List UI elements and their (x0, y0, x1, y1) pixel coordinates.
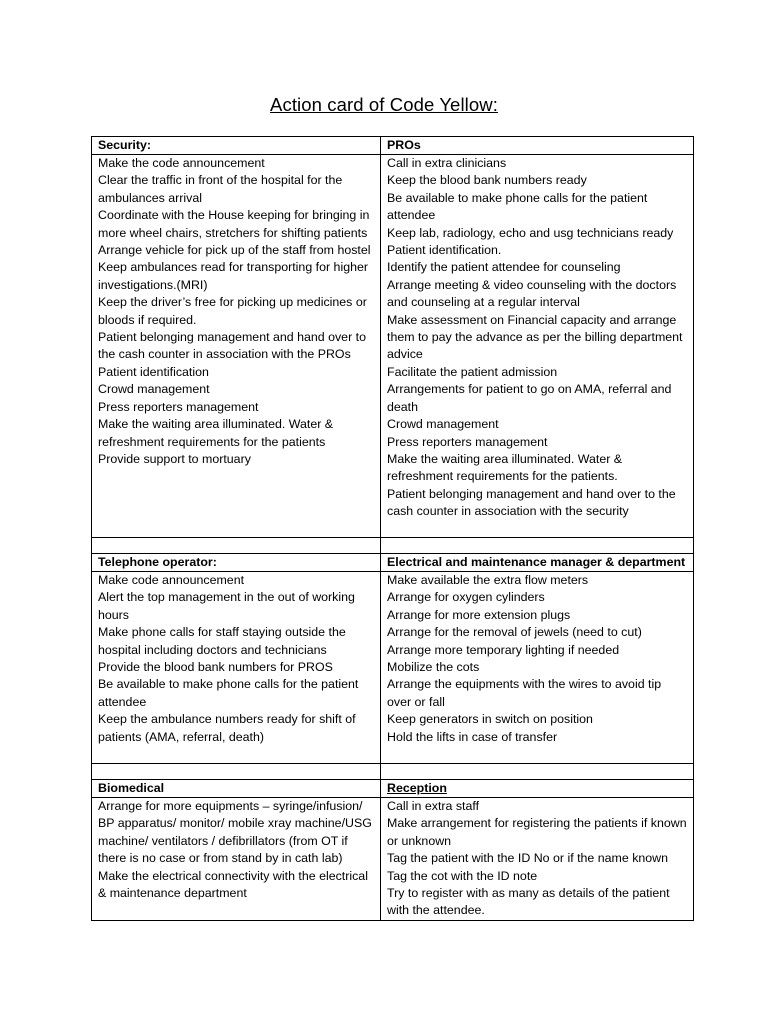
security-header: Security: (92, 137, 381, 155)
list-item: Keep the blood bank numbers ready (387, 173, 587, 188)
list-item: Make code announcement (98, 573, 245, 587)
list-item: Coordinate with the House keeping for bringing in more wheel chairs, stretchers for shifting patients (98, 208, 370, 240)
section-body-row (92, 572, 694, 764)
section-body-row (92, 155, 694, 538)
list-item: Call in extra staff (387, 799, 480, 813)
list-item: Make available the extra flow meters (387, 573, 589, 587)
list-item: Keep generators in switch on position (387, 712, 593, 727)
list-item: Keep the driver’s free for picking up medicines or bloods if required. (98, 295, 367, 327)
list-item: Make phone calls for staff staying outside the hospital including doctors and technicians (98, 625, 346, 657)
list-item: Arrange for more equipments – syringe/infusion/ BP apparatus/ monitor/ mobile xray machine/USG machine/ ventilators / defibrillators (from OT if there is no case or from stand by in cath lab) (98, 799, 372, 866)
list-item: Crowd management (98, 382, 210, 397)
list-item: Arrange for oxygen cylinders (387, 590, 545, 605)
list-item: Patient identification. (387, 243, 502, 258)
list-item: Try to register with as many as details of the patient with the attendee. (387, 886, 670, 918)
list-item: Arrange the equipments with the wires to avoid tip over or fall (387, 677, 662, 709)
section-header-row (92, 137, 694, 155)
pros-header: PROs (381, 137, 694, 155)
telephone-operator-items (92, 572, 381, 764)
section-header-row (92, 554, 694, 572)
biomedical-items (92, 798, 381, 921)
list-item: Arrange for more extension plugs (387, 607, 571, 622)
list-item: Tag the cot with the ID note (387, 868, 538, 883)
list-item: Patient belonging management and hand over to the cash counter in association with the PROs (98, 330, 366, 362)
list-item: Make the electrical connectivity with the electrical & maintenance department (98, 868, 368, 901)
list-item: Arrangements for patient to go on AMA, referral and death (387, 382, 672, 414)
list-item: Make arrangement for registering the patients if known or unknown (387, 816, 687, 848)
list-item: Patient identification (98, 364, 209, 379)
biomedical-header: Biomedical (92, 780, 381, 798)
electrical-maintenance-header: Electrical and maintenance manager & department (381, 554, 694, 572)
section-header-row (92, 780, 694, 798)
list-item: Arrange more temporary lighting if needed (387, 642, 620, 657)
list-item: Identify the patient attendee for counseling (387, 260, 621, 275)
list-item: Patient belonging management and hand over to the cash counter in association with the security (387, 486, 676, 519)
list-item: Provide support to mortuary (98, 451, 251, 466)
list-item: Tag the patient with the ID No or if the name known (387, 851, 669, 866)
spacer-row (92, 764, 694, 780)
list-item: Hold the lifts in case of transfer (387, 729, 558, 744)
pros-items (381, 155, 694, 538)
list-item: Facilitate the patient admission (387, 364, 558, 379)
list-item: Keep lab, radiology, echo and usg technicians ready (387, 225, 674, 240)
list-item: Press reporters management (387, 434, 548, 449)
list-item: Call in extra clinicians (387, 156, 507, 170)
section-body-row (92, 798, 694, 921)
list-item: Alert the top management in the out of working hours (98, 590, 355, 622)
list-item: Make assessment on Financial capacity and arrange them to pay the advance as per the billing department advice (387, 312, 683, 362)
list-item: Make the code announcement (98, 156, 265, 170)
list-item: Arrange vehicle for pick up of the staff from hostel (98, 243, 371, 258)
list-item: Make the waiting area illuminated. Water & refreshment requirements for the patients. (387, 451, 623, 484)
reception-items (381, 798, 694, 921)
list-item: Keep ambulances read for transporting for higher investigations.(MRI) (98, 260, 368, 292)
list-item: Be available to make phone calls for the patient attendee (387, 190, 648, 223)
list-item: Arrange meeting & video counseling with the doctors and counseling at a regular interval (387, 277, 677, 310)
telephone-operator-header: Telephone operator: (92, 554, 381, 572)
list-item: Press reporters management (98, 399, 259, 414)
document-title: Action card of Code Yellow: (270, 94, 498, 115)
list-item: Crowd management (387, 417, 499, 432)
list-item: Clear the traffic in front of the hospital for the ambulances arrival (98, 173, 343, 205)
electrical-maintenance-items (381, 572, 694, 764)
action-card-table (91, 136, 694, 921)
list-item: Make the waiting area illuminated. Water & refreshment requirements for the patients (98, 417, 334, 449)
spacer-row (92, 538, 694, 554)
list-item: Provide the blood bank numbers for PROS (98, 660, 333, 675)
list-item: Mobilize the cots (387, 660, 480, 675)
list-item: Keep the ambulance numbers ready for shift of patients (AMA, referral, death) (98, 712, 356, 744)
security-items (92, 155, 381, 538)
reception-header: Reception (387, 781, 447, 795)
list-item: Be available to make phone calls for the patient attendee (98, 677, 359, 709)
list-item: Arrange for the removal of jewels (need to cut) (387, 625, 642, 640)
reception-header-cell (381, 780, 694, 798)
